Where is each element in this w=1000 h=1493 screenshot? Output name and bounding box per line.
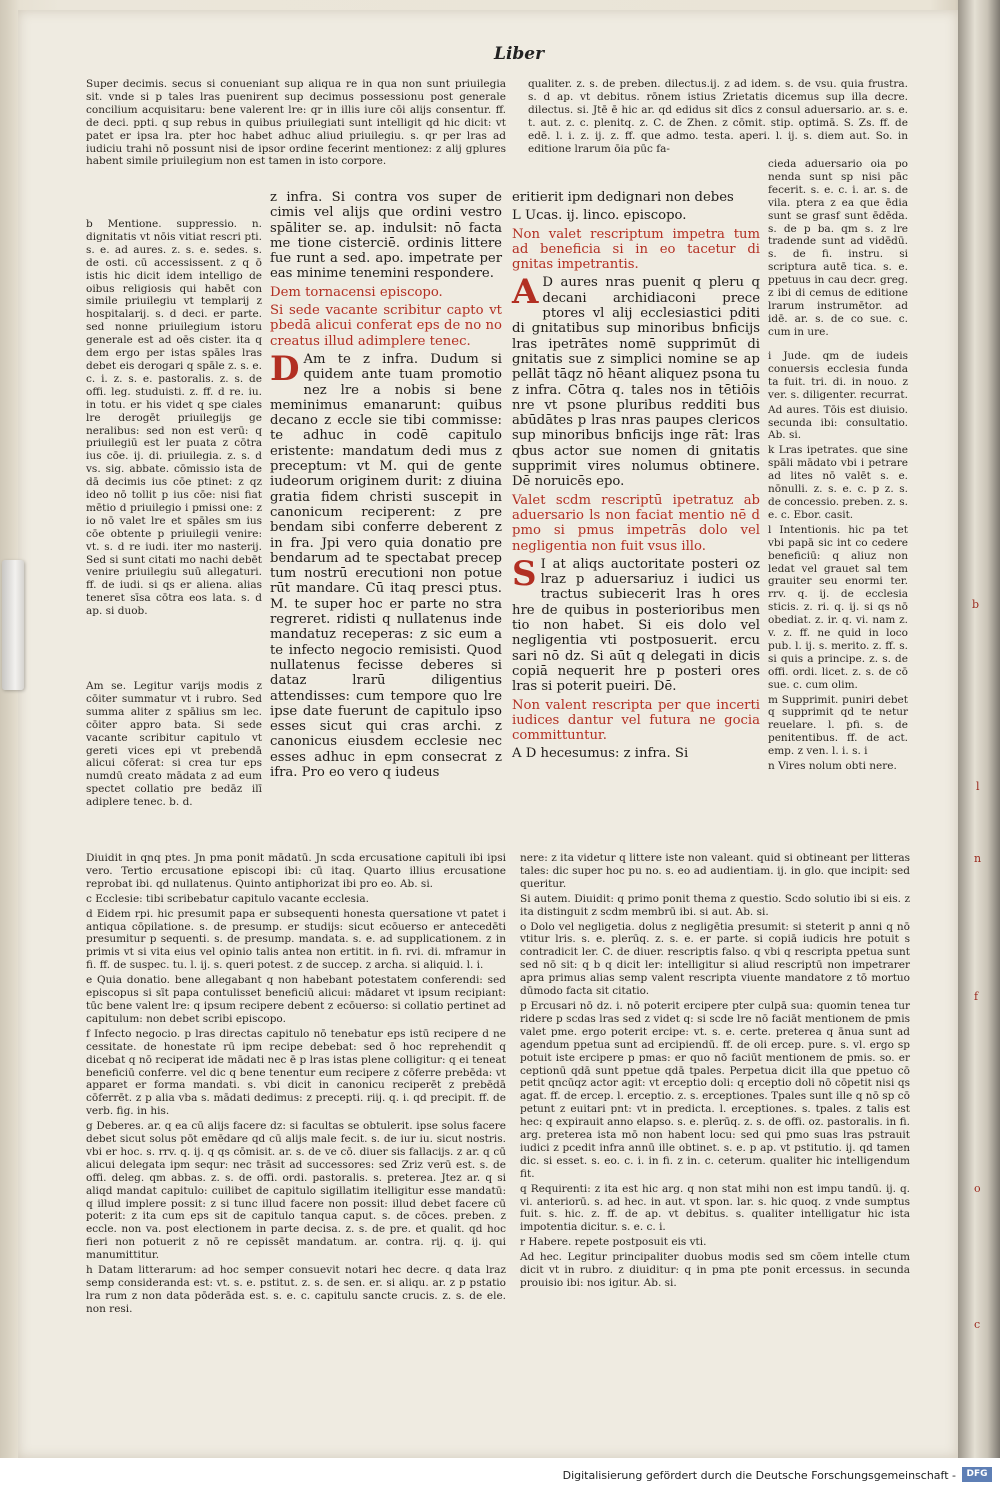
right-gloss-column-2: [768, 350, 908, 850]
gloss-paragraph: q Requirenti: z ita est hic arg. q non stat mihi non est impu tandū. ij. q. vi. anteriorū. s. ad hec. in aut. vt spon. lar. s. hic quoq. z vnde sumptus fuit. s. hic. z. ff. de ap. vt debitus. s. qualiter intelligatur hic ista impotentia dicitur. s. e. c. i.: [520, 1182, 910, 1234]
left-gloss-column: [86, 218, 262, 678]
gloss-paragraph: o Dolo vel negligetia. dolus z negligētia presumit: si steterit p anni q nō vtitur lris. s. e. plerūq. z. s. e. er parte. si copiā iudicis hre potuit s contradicit ler. C. de diuer. rescriptis falso. q vbi q rescripta ppetua sunt sed nō sit: q b q dicit ler: intelligitur si aliud rescriptū non impetrarer apra primus alias semp valent rescripta viuente mandatore z tō mortuo dūmodo facta sit citatio.: [520, 920, 910, 998]
gloss-paragraph: Ad hec. Legitur principaliter duobus modis sed sm cōem intelle ctum dicit vt in rubro. z diuiditur: q in pma pte ponit ercessus. in secunda prouisio ibi: nos igitur. Ab. si.: [520, 1251, 910, 1289]
gloss-paragraph: b Mentione. suppressio. n. dignitatis vt nōis vitiat rescri pti. s. e. ad aures. z. s. e. sedes. s. de osti. cū accessissent. z q ō istis hic dicit idem intelligo de oibus religiosis qui habēt con simile priuilegiu vt templarij z hospitalarij. s. d deci. er parte. sed nonne priuilegium istoru generale est ad oēs cister. ita q dem ergo per istas spāles lras debet eis derogari q spāle z. s. e. c. i. z. s. e. pastoralis. z. s. de offi. leg. studuisti. z. ff. d re. iu. in totu. er his videt q spe ciales lre derogēt priuilegijs ge neralibus: sed non est verū: q priuilegiū est ler puata z cōtra ius cōe. ij. di. priuilegia. z. s. d vs. sig. abbate. cōmissio ista de dā decimis ius cōe ptinet: z qz ideo nō tollit p ius cōe: nisi fiat mētio d priuilegio i pmissi one: z io nō valet lre et spāles sm ius cōe obtente p priuilegii venire: vt. s. d re iudi. iter mo nasterij. Sed si sunt citati mo nachi debēt venire priuilegiu suū allegaturi. ff. de iudi. si qs er aliena. alias teneret sīsa cōtra eos lata. s. d ap. si duob.: [86, 218, 262, 618]
gloss-paragraph: d Eidem rpi. hic presumit papa er subsequenti honesta quersatione vt patet i antiqua cōpilatione. s. de presump. er studijs: sicut ecōuerso er antecedēti presumitur p sequenti. s. de presump. mandata. s. e. ad supplicationem. z in primis vt si vita eius vel opinio talis antea non ertitit. in fi. rvi. di. mframur in fi. ff. de suspec. tu. l. ij. s. queri potest. z de succep. z archa. si aliquid. l. i.: [86, 907, 506, 972]
left-gloss-column-2: [86, 680, 262, 855]
gloss-paragraph: m Supprimit. puniri debet q supprimit qd te netur reuelare. l. pfi. s. de penitentibus. ff. de act. emp. z ven. l. i. s. i: [768, 693, 908, 758]
edge-letter: o: [974, 1182, 981, 1195]
edge-letter: f: [974, 990, 979, 1003]
gloss-paragraph: nere: z ita videtur q littere iste non valeant. quid si obtineant per litteras tales: dic super hoc pu no. s. eo ad audientiam. ij. in glo. que incipit: sed queritur.: [520, 852, 910, 890]
gloss-paragraph: g Deberes. ar. q ea cū alijs facere dz: si facultas se obtulerit. ipse solus facere debet sicut solus pōt emēdare qd cū alijs male fecit. s. de iur iu. sicut nostris. vbi er hoc. s. rrv. q. ij. q qs cōmisit. ar. s. de ve cō. diuer sis fallacijs. z ar. q cū alicui delegata ipm sequr: nec trāsit ad successores: sed Zriz verū est. s. de offi. deleg. qm abbas. z. s. de offi. ordi. pastoralis. s. preterea. Jtez ar. q si aliqd mandat capitulo: cuilibet de capitulo sigillatim itelligitur esse mandatū: q illud implere possit: z si tunc illud facere non possit: illud debet facere cū poterit: z ita cum eps sit de capitulo tanqua caput. s. de cōces. preben. z eccle. non va. post electionem in parte decisa. z. s. de pre. et qualit. qd hoc fieri non potuerit z nō re cepissēt mandatum. ar. contra. rij. q. ij. qui manumittitur.: [86, 1120, 506, 1262]
bottom-gloss-left: [86, 852, 506, 1315]
initial-letter: S: [512, 553, 537, 594]
rubric-heading: Dem tornacensi episcopo.: [270, 284, 443, 300]
dfg-logo: DFG: [962, 1467, 992, 1482]
gloss-paragraph: f Infecto negocio. p lras directas capitulo nō tenebatur eps istū recipere d ne cessitate. de honestate rū ipm recipe debebat: sed ō hoc reprehendit q dicebat q nō reciperat ide mādati nec ē p lras istas plene colligitur: q ei teneat beneficiū conferre. vel dic q bene tenentur eum recipere z cōferre prebēda: vt apparet er forma mandati. s. vbi dicit in canonicu reciperēt z prebēdā cōferrēt. z p alia vba s. mādati dedimus: z precepti. riij. q. i. qd precipit. ff. de verb. fig. in his.: [86, 1027, 506, 1118]
gloss-paragraph: r Habere. repete postposuit eis vti.: [520, 1236, 707, 1249]
main-paragraph: eritierit ipm dedignari non debes: [512, 190, 734, 205]
gloss-paragraph: Super decimis. secus si conueniant sup aliqua re in qua non sunt priuilegia sit. vnde si p tales lras puenirent sup decimus possessionu post generale concilium acquisitaru: bene valerent lre: qr in illis iure cōi alijs consentur. ff. de deci. ppti. q sup rebus in quibus priuilegiati sunt intelligit qd hic dicit: vt patet er ipsa lra. pter hoc habet adhuc aliud priuilegiu. s. qr per lras ad iudiciu trahi nō possunt nisi de ipsor ordine fecerint mentionez: z alij gplures habent simile priuilegium non est tamen in isto corpore.: [86, 78, 506, 168]
initial-letter: D: [270, 348, 300, 389]
rubric-summary: Valet scdm rescriptū ipetratuz ab aduersario ls non faciat mentio nē d pmo si pmus impetrās dolo vel negligentia non fuit vsus illo.: [512, 492, 760, 554]
main-text-column-1: [270, 190, 502, 845]
gloss-paragraph: c Ecclesie: tibi scribebatur capitulo vacante ecclesia.: [86, 892, 369, 905]
rubric-summary: Non valet rescriptum impetra tum ad beneficia si in eo tacetur di gnitas impetrantis.: [512, 226, 760, 273]
top-gloss-right: [528, 78, 908, 168]
gloss-paragraph: l Intentionis. hic pa tet vbi papā sic int co cedere beneficiū: q aliuz non ledat vel grauet sal tem grauiter seu enormi ter. rrv. q. ij. de ecclesia sticis. z. ri. q. ij. si qs nō obediat. z. ir. q. vi. nam z. v. z. ff. ne quid in loco pub. l. ij. s. merito. z. ff. s. si quis a principe. z. s. de offi. ordi. licet. z. s. de cō sue. c. cum olim.: [768, 523, 908, 691]
main-paragraph: S I at aliqs auctoritate posteri oz lraz p aduersariuz i iudici us tractus subiecerit lras h ores hre de quibus in posterioribus men tio non habet. Si eis dolo vel negligentia vti postposuerit. ercu sari nō dz. Si aūt q delegati in dicis copiā nequerit hre p posteri ores lras si poterit pueiri. Dē.: [512, 553, 760, 695]
edge-letter: n: [974, 852, 982, 865]
gloss-paragraph: n Vires nolum obti nere.: [768, 760, 897, 773]
running-head: Liber: [494, 44, 545, 64]
edge-letter: b: [972, 598, 980, 611]
edge-letter: l: [976, 780, 980, 793]
main-text-column-2: [512, 190, 760, 845]
gloss-paragraph: k Lras ipetrates. que sine spāli mādato vbi i petrare ad lites nō valēt s. e. nōnulli. z. s. e. c. p z. s. de concessio. preben. z. s. e. c. Ebor. casit.: [768, 444, 908, 521]
initial-letter: A: [512, 272, 539, 313]
right-gloss-column: [768, 158, 908, 348]
gloss-paragraph: Ad aures. Tōis est diuisio. secunda ibi: consultatio. Ab. si.: [768, 403, 908, 442]
gloss-paragraph: h Datam litterarum: ad hoc semper consuevit notari hec decre. q data lraz semp consideranda est: vt. s. e. pstitut. z. s. de sen. er. si aliqu. ar. z p pstatio lra rum z non data pōderāda est. s. e. c. capitulu sancte crucis. z. s. de ele. non resi.: [86, 1264, 506, 1315]
main-paragraph: D Am te z infra. Dudum si quidem ante tuam promotio nez lre a nobis si bene meminimus emanarunt: quibus decano z eccle sie tibi commisse: te adhuc in codē capitulo eristente: mandatum dedi mus z preceptum: vt M. qui de gente iudeorum originem durit: z diuina gratia fidem christi suscepit in canonicum reciperent: z pre bendam sibi conferre deberent z in fra. Jpi vero quia donatio pre bendarum ad te spectabat precep tum nostrū erecutioni non potue rūt mandare. Cū itaq presci ptus. M. te super hoc er parte no stra regreret. ridisti q nullatenus inde mandatuz receperas: z sic eum a te infecto negocio remisisti. Quod nullatenus fecisse deberes si dataz lrarū diligentius attendisses: cum tempore quo lre ipse date fuerunt de capitulo ipso esses sicut qui cras archi. z canonicus eiusdem ecclesie nec esses adhuc in epm consecrat z ifra. Pro eo vero q iudeus: [270, 348, 502, 780]
gloss-paragraph: e Quia donatio. bene allegabant q non habebant potestatem conferendi: sed episcopus si sīt papa contulisset beneficiū alicui: mādaret vt ipsum recipiant: tūc bene valent lre: q ipsum recipere debent z ecōuerso: si collatio pertinet ad capitulum: non debet scribi episcopo.: [86, 974, 506, 1025]
main-paragraph: A D hecesumus: z infra. Si: [512, 746, 689, 762]
rubric-summary: Non valent rescripta per que incerti iudices dantur vel futura ne gocia committuntur.: [512, 697, 760, 744]
next-page-edge: [958, 0, 1000, 1458]
rubric-summary: Si sede vacante scribitur capto vt pbedā alicui conferat eps de no no creatus illud adimplere tenec.: [270, 303, 502, 349]
funding-notice: Digitalisierung gefördert durch die Deutsche Forschungsgemeinschaft -: [562, 1469, 956, 1482]
gloss-paragraph: p Ercusari nō dz. i. nō poterit ercipere pter culpā sua: quomin tenea tur ridere p scdas lras sed z videt q: si scde lre nō faciāt mentionem de pmis valet pme. ergo poterit ercipe: vt. s. e. certe. preterea q ānua sunt ad agendum ppetua sunt ad ercipiendū. ff. de oli ercep. pure. s. vl. ergo sp potuit iste ercipere p pmas: er quo nō faciūt mentionem de pmis. so. er ceptionū qdā sunt ppetue qdā tpales. Perpetua dicit illa que ppetuo cō petit qncūqz actor agit: vt erceptio doli: q erceptio doli nō cōpetit nisi qs agat. ff. de ercep. l. erceptio. z. s. erceptiones. Tpales sunt ille q nō sp cō petunt z euitari pnt: vt in predicta. l. erceptiones. s. tpales. z talis est hec: q expirauit anno elapso. s. e. plerūq. z. s. de offi. oz. pastoralis. in fi. arg. preterea ista mō non habent locu: sed qui pmo suas lras pstrauit iudici z pcedit infra annū ille obtinet. s. e. p ap. vt pstitutio. ij. qd tamen dic. si esset. s. eo. c. i. in fi. z in. c. ceterum. qualiter hic intelligendum fit.: [520, 999, 910, 1180]
bookmark-tab: [2, 560, 24, 690]
gloss-paragraph: cieda aduersario oia po nenda sunt sp nisi pāc fecerit. s. e. c. i. ar. s. de vila. ptera z ea que ēdia sunt se grasf sunt ēdēda. s. de p ba. qm s. z lre tradende sunt ad vidēdū. s. de fi. instru. si scriptura autē tica. s. e. ppetuus in cau decr. greg. z ibi di cemus de editione lrarum instrumētor. ad idē. ar. s. de co sue. c. cum in ure.: [768, 158, 908, 338]
main-paragraph: A D aures nras puenit q pleru q decani archidiaconi prece ptores vl alij ecclesiastici pditi di gnitatibus sup minoribus bnficijs lras ipetrātes nomē supprimūt di gnitatis sue z simplici nomine se ap pellāt tāqz nō hēant aliquez psona tu z infra. Cōtra q. tales nos in tētiōis nre vt psone pluribus redditi bus abūdātes p lras nras paupes clericos sup minoribus bnficijs inge rāt: lras qbus actor sue nomen di gnitatis supprimit vires nolumus obtinere. Dē noruicēs epo.: [512, 272, 760, 490]
gloss-paragraph: Am se. Legitur varijs modis z cōiter summatur vt i rubro. Sed summa aliter z spālius sm lec. cōiter appro bata. Si sede vacante scribitur capitulo vt gereti vices epi vt prebendā alicui cōferat: si crea tur eps numdū creato mādata z ad eum spectet collatio pre bedāz ilī adiplere tenec. b. d.: [86, 680, 262, 809]
main-paragraph: z infra. Si contra vos super de cimis vel alijs que ordini vestro spāliter se. ap. indulsit: nō facta me tione cisterciē. ordinis littere fue runt a sed. apo. impetrate per eas minime tenemini respondere.: [270, 190, 502, 282]
gloss-paragraph: i Jude. qm de iudeis conuersis ecclesia funda ta fuit. tri. di. in nouo. z ver. s. diligenter. recurrat.: [768, 350, 908, 401]
bottom-gloss-right: [520, 852, 910, 1302]
main-paragraph: L Ucas. ij. linco. episcopo.: [512, 208, 687, 224]
edge-letter: c: [974, 1318, 981, 1331]
gloss-paragraph: Diuidit in qnq ptes. Jn pma ponit mādatū. Jn scda ercusatione capituli ibi ipsi vero. Tertio ercusatione episcopi ibi: cū itaq. Quarto illius ercusatione reprobat ibi. qd nullatenus. Quinto antiphorizat ibi pro eo. Ab. si.: [86, 852, 506, 890]
gloss-paragraph: qualiter. z. s. de preben. dilectus.ij. z ad idem. s. de vsu. quia frustra. s. d ap. vt debitus. rōnem istius Zrietatis dicemus sup illa decre. dilectus. si. Jtē ē hic ar. qd edidus sit dīcs z consul aduersario. ar. s. e. t. aut. z. c. plenitq. z. C. de Zhen. z cōmit. stip. optimā. S. Zs. ff. de edē. l. i. z. ij. z. ff. que admo. testa. aperi. l. ij. s. diem aut. So. in editione lrarum ōia pūc fa-: [528, 78, 908, 155]
gloss-paragraph: Si autem. Diuidit: q primo ponit thema z questio. Scdo solutio ibi si eis. z ita distinguit z scdm membrū ibi. si aut. Ab. si.: [520, 892, 910, 918]
